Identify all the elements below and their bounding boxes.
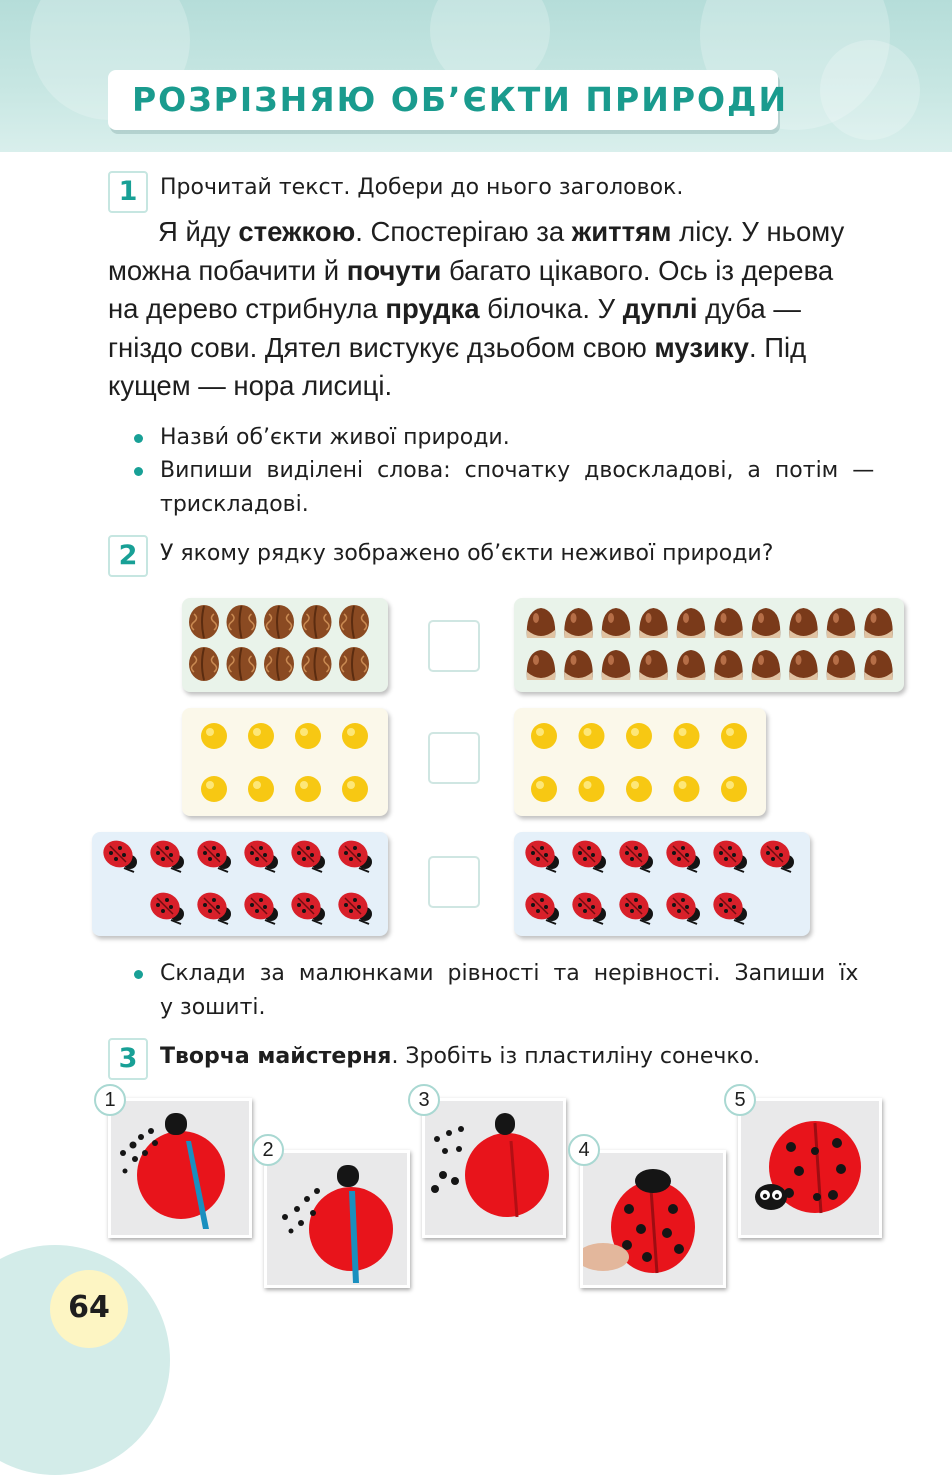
step-number-1: 1 <box>94 1084 126 1116</box>
yellow-ball-icon <box>342 776 368 802</box>
step3-illustration <box>425 1101 563 1235</box>
ladybug-icon <box>568 888 606 924</box>
task-number-3: 3 <box>108 1038 148 1080</box>
ladybug-icon <box>756 836 794 872</box>
text-segment: можна побачити й <box>108 254 347 286</box>
step1-illustration <box>111 1101 249 1235</box>
chestnut-icon <box>602 650 630 680</box>
chestnut-icon <box>677 650 705 680</box>
walnut-icon <box>339 605 369 639</box>
task2-bullet-cont: у зошиті. <box>160 995 266 1020</box>
step-photo-5 <box>738 1098 882 1238</box>
text-segment: лісу. У ньому <box>671 216 845 247</box>
task-number-2: 2 <box>108 535 148 577</box>
chestnut-icon <box>789 608 817 638</box>
walnut-icon <box>227 605 257 639</box>
text-segment: гніздо сови. Дятел вистукує дзьобом свою <box>108 331 655 363</box>
ladybug-icon <box>615 836 653 872</box>
text-segment: на дерево стрибнула <box>108 293 386 324</box>
yellow-ball-icon <box>626 723 652 749</box>
compare-box-row1[interactable] <box>428 620 480 672</box>
step-number-2: 2 <box>252 1134 284 1166</box>
walnut-icon <box>264 647 294 681</box>
highlighted-word: прудка <box>385 293 480 324</box>
text-line <box>108 329 880 368</box>
panel-row2-right <box>514 708 766 816</box>
ladybug-icon <box>193 836 231 872</box>
ladybug-icon <box>334 888 372 924</box>
step-photo-2 <box>264 1150 410 1288</box>
yellow-ball-icon <box>531 723 557 749</box>
panel-row2-left <box>182 708 388 816</box>
yellow-ball-icon <box>579 776 605 802</box>
chestnut-icon <box>714 608 742 638</box>
chestnut-icon <box>677 608 705 638</box>
ladybug-icon <box>146 888 184 924</box>
panel-row1-right <box>514 598 904 692</box>
page-number: 64 <box>68 1290 110 1325</box>
text-segment: . Спостерігаю за <box>355 216 572 247</box>
task1-text <box>108 213 880 406</box>
yellow-ball-icon <box>342 723 368 749</box>
chestnut-icon <box>752 608 780 638</box>
text-segment: кущем — нора лисиці. <box>108 370 393 401</box>
chestnut-icon <box>527 650 555 680</box>
chestnut-icon <box>639 608 667 638</box>
yellow-ball-icon <box>295 723 321 749</box>
walnut-icon <box>302 605 332 639</box>
yellow-ball-group <box>514 708 766 816</box>
yellow-ball-icon <box>248 776 274 802</box>
yellow-ball-group <box>182 708 388 816</box>
task1-bullet-1: Назви́ об’єкти живої природи. <box>160 425 510 450</box>
step2-illustration <box>267 1153 407 1285</box>
chestnut-icon <box>827 650 855 680</box>
task2-question: У якому рядку зображено об’єкти неживої природи? <box>160 541 774 566</box>
walnut-icon <box>189 605 219 639</box>
chestnut-icon <box>527 608 555 638</box>
text-segment: багато цікавого. Ось із дерева <box>441 254 834 286</box>
text-line <box>108 367 880 406</box>
ladybug-icon <box>287 836 325 872</box>
yellow-ball-icon <box>201 776 227 802</box>
text-line <box>108 213 880 252</box>
text-line <box>108 252 880 291</box>
compare-box-row2[interactable] <box>428 732 480 784</box>
compare-box-row3[interactable] <box>428 856 480 908</box>
ladybug-icon <box>287 888 325 924</box>
step5-illustration <box>741 1101 879 1235</box>
panel-row1-left <box>182 598 388 692</box>
walnut-icon <box>339 647 369 681</box>
text-segment: білочка. У <box>479 293 623 324</box>
ladybug-icon <box>709 888 747 924</box>
chestnut-icon <box>639 650 667 680</box>
task2-bullet: Склади за малюнками рівності та нерівності. Запиши їх <box>160 961 859 986</box>
bullet-dot <box>134 434 143 443</box>
chestnut-icon <box>864 650 892 680</box>
task3-title-bold: Творча майстерня <box>160 1044 392 1069</box>
ladybug-icon <box>615 888 653 924</box>
step4-illustration <box>583 1153 723 1285</box>
yellow-ball-icon <box>248 723 274 749</box>
highlighted-word: почути <box>346 254 442 286</box>
chestnut-group <box>514 598 904 692</box>
chestnut-icon <box>752 650 780 680</box>
ladybug-icon <box>240 836 278 872</box>
text-segment: Я йду <box>158 216 239 247</box>
ladybug-icon <box>709 836 747 872</box>
walnut-icon <box>264 605 294 639</box>
walnut-icon <box>189 647 219 681</box>
bullet-dot <box>134 467 143 476</box>
ladybug-icon <box>146 836 184 872</box>
highlighted-word: стежкою <box>238 216 356 247</box>
task1-bullet-2-cont: трискладові. <box>160 492 309 517</box>
title-box <box>108 70 789 130</box>
bullet-dot <box>134 970 143 979</box>
task1-bullet-2: Випиши виділені слова: спочатку двоскладові, а потім — <box>160 458 875 483</box>
highlighted-word: музику <box>654 331 749 363</box>
text-segment: . Під <box>748 331 807 363</box>
yellow-ball-icon <box>626 776 652 802</box>
step-photo-1 <box>108 1098 252 1238</box>
yellow-ball-icon <box>579 723 605 749</box>
ladybug-icon <box>662 836 700 872</box>
walnut-icon <box>227 647 257 681</box>
text-line <box>108 290 880 329</box>
page-title: РОЗРІЗНЯЮ ОБ’ЄКТИ ПРИРОДИ <box>132 80 789 119</box>
step-number-3: 3 <box>408 1084 440 1116</box>
task-number-1: 1 <box>108 171 148 213</box>
ladybug-group <box>92 832 388 936</box>
step-photo-3 <box>422 1098 566 1238</box>
yellow-ball-icon <box>295 776 321 802</box>
highlighted-word: життям <box>571 216 672 247</box>
chestnut-icon <box>602 608 630 638</box>
panel-row3-right <box>514 832 810 936</box>
walnut-group <box>182 598 388 692</box>
ladybug-group <box>514 832 810 936</box>
chestnut-icon <box>564 650 592 680</box>
ladybug-icon <box>99 836 137 872</box>
ladybug-icon <box>193 888 231 924</box>
walnut-icon <box>302 647 332 681</box>
ladybug-icon <box>521 888 559 924</box>
yellow-ball-icon <box>674 723 700 749</box>
yellow-ball-icon <box>674 776 700 802</box>
ladybug-icon <box>662 888 700 924</box>
chestnut-icon <box>564 608 592 638</box>
chestnut-icon <box>789 650 817 680</box>
step-photo-4 <box>580 1150 726 1288</box>
ladybug-icon <box>521 836 559 872</box>
step-number-5: 5 <box>724 1084 756 1116</box>
chestnut-icon <box>864 608 892 638</box>
decor-bubble <box>820 40 920 140</box>
panel-row3-left <box>92 832 388 936</box>
yellow-ball-icon <box>201 723 227 749</box>
yellow-ball-icon <box>721 723 747 749</box>
text-segment: дуба — <box>697 293 801 324</box>
task3-title <box>160 1042 760 1072</box>
ladybug-icon <box>568 836 606 872</box>
step-number-4: 4 <box>568 1134 600 1166</box>
task1-instruction: Прочитай текст. Добери до нього заголовок. <box>160 175 684 200</box>
ladybug-icon <box>240 888 278 924</box>
ladybug-icon <box>334 836 372 872</box>
task3-title-rest: . Зробіть із пластиліну сонечко. <box>391 1044 761 1069</box>
yellow-ball-icon <box>531 776 557 802</box>
chestnut-icon <box>714 650 742 680</box>
yellow-ball-icon <box>721 776 747 802</box>
chestnut-icon <box>827 608 855 638</box>
highlighted-word: дуплі <box>622 293 698 324</box>
